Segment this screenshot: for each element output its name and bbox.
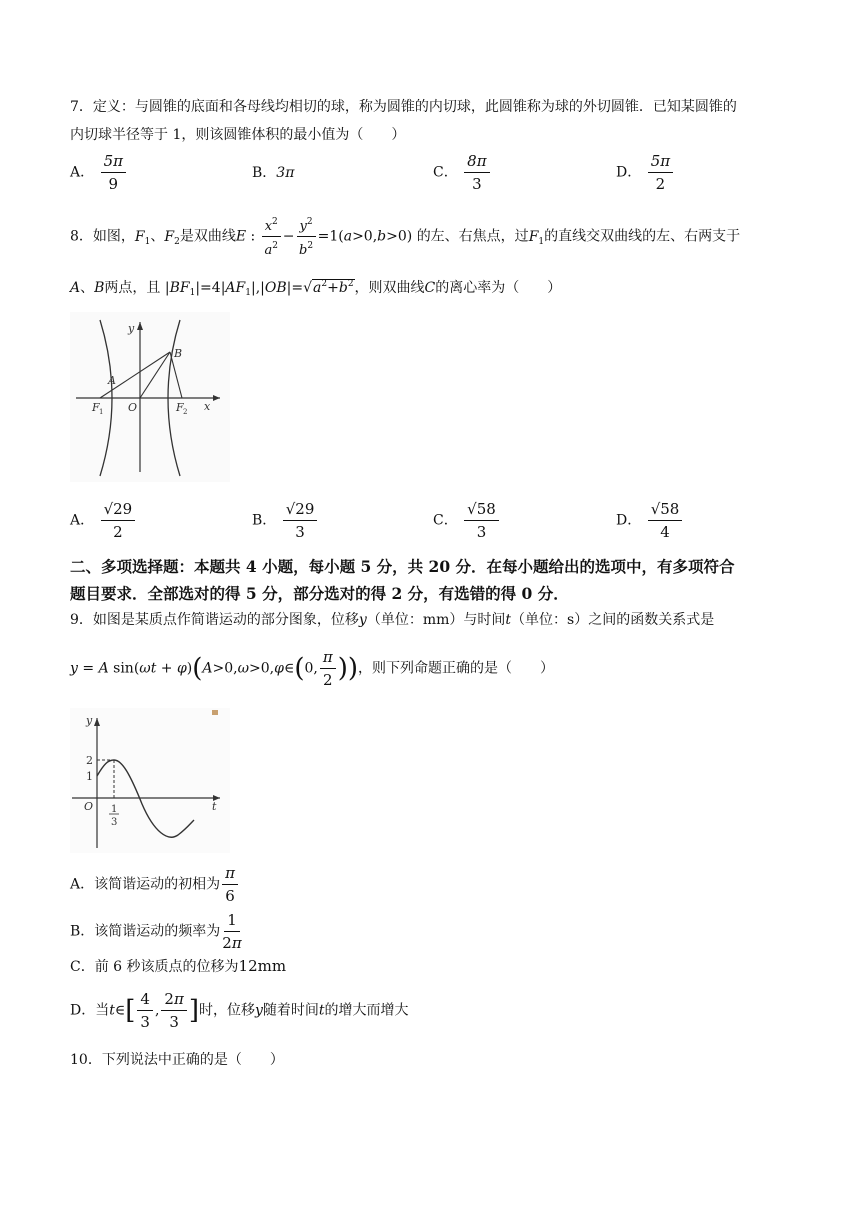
- label-third-den: 3: [111, 817, 118, 828]
- svg-text:1: 1: [99, 408, 104, 416]
- q7-line2: 内切球半径等于 1，则该圆锥体积的最小值为（ ）: [70, 127, 406, 143]
- section2-heading-line1: 二、多项选择题：本题共 4 小题，每小题 5 分，共 20 分．在每小题给出的选项中，有多项符合: [70, 557, 735, 576]
- section2-heading-line2: 题目要求．全部选对的得 5 分，部分选对的得 2 分，有选错的得 0 分．: [70, 584, 569, 603]
- q8-option-c: C． $\frac{√58}{3}$: [433, 498, 501, 543]
- label-x: x: [204, 400, 211, 413]
- q7-option-a: A． $\frac{5\pi}{9}$: [70, 150, 128, 195]
- q8-line2: A、B两点，且 $|BF_1|=4|AF_1|,|OB|=√a^2+b^2$，则双曲线C的离心率为（ ）: [70, 279, 562, 298]
- q7-line1: 7．定义：与圆锥的底面和各母线均相切的球，称为圆锥的内切球，此圆锥称为球的外切圆锥．已知某圆锥的: [70, 99, 737, 115]
- label-o: O: [128, 401, 138, 414]
- q9-wave-figure: [70, 708, 230, 853]
- label-third-num: 1: [111, 804, 118, 815]
- label-o: O: [84, 800, 94, 813]
- q8-option-d: D． $\frac{√58}{4}$: [616, 498, 684, 543]
- q8-line1: 8．如图，$F_1$、$F_2$是双曲线E : $\frac{x^2}{a^2}$ − $\frac{y^2}{b^2}$ =1(a>0,b>0) 的左、右焦点，过$F_1$的直线交双曲线的左、右两支于: [70, 213, 740, 260]
- q10-line1: 10．下列说法中正确的是（ ）: [70, 1052, 284, 1068]
- label-y: y: [86, 714, 93, 727]
- q9-option-c: C．前 6 秒该质点的位移为12mm: [70, 957, 287, 975]
- q9-option-b: B．该简谐运动的频率为 $\frac{1}{2\pi}$: [70, 911, 242, 952]
- label-a: A: [108, 374, 116, 387]
- q8-hyperbola-figure: [70, 312, 230, 482]
- q7-option-c: C． $\frac{8\pi}{3}$: [433, 150, 492, 195]
- q9-option-d: D．当t∈[ $\frac{4}{3}$ , $\frac{2\pi}{3}$ ]时，位移y随着时间t的增大而增大: [70, 990, 409, 1031]
- q8-option-b: B． $\frac{√29}{3}$: [252, 498, 319, 543]
- label-two: 2: [86, 754, 93, 767]
- label-f2: F: [176, 401, 184, 414]
- q7-option-d: D． $\frac{5\pi}{2}$: [616, 150, 675, 195]
- label-b: B: [174, 347, 183, 360]
- stray-mark: [212, 710, 218, 715]
- q7-option-b: B．3π: [252, 165, 295, 181]
- svg-text:2: 2: [183, 408, 188, 416]
- q8-option-a: A． $\frac{√29}{2}$: [70, 498, 137, 543]
- q9-line2: y = A sin(ωt + φ)(A>0,ω>0,φ∈(0, $\frac{\pi}{2}$ ))，则下列命题正确的是（ ）: [70, 648, 555, 689]
- q9-line1: 9．如图是某质点作简谐运动的部分图象，位移y（单位：mm）与时间t（单位：s）之间的函数关系式是: [70, 612, 715, 628]
- label-one: 1: [86, 770, 93, 783]
- label-f1: F: [92, 401, 100, 414]
- label-y: y: [128, 322, 135, 335]
- label-t: t: [212, 800, 217, 813]
- q9-option-a: A．该简谐运动的初相为 $\frac{\pi}{6}$: [70, 862, 240, 907]
